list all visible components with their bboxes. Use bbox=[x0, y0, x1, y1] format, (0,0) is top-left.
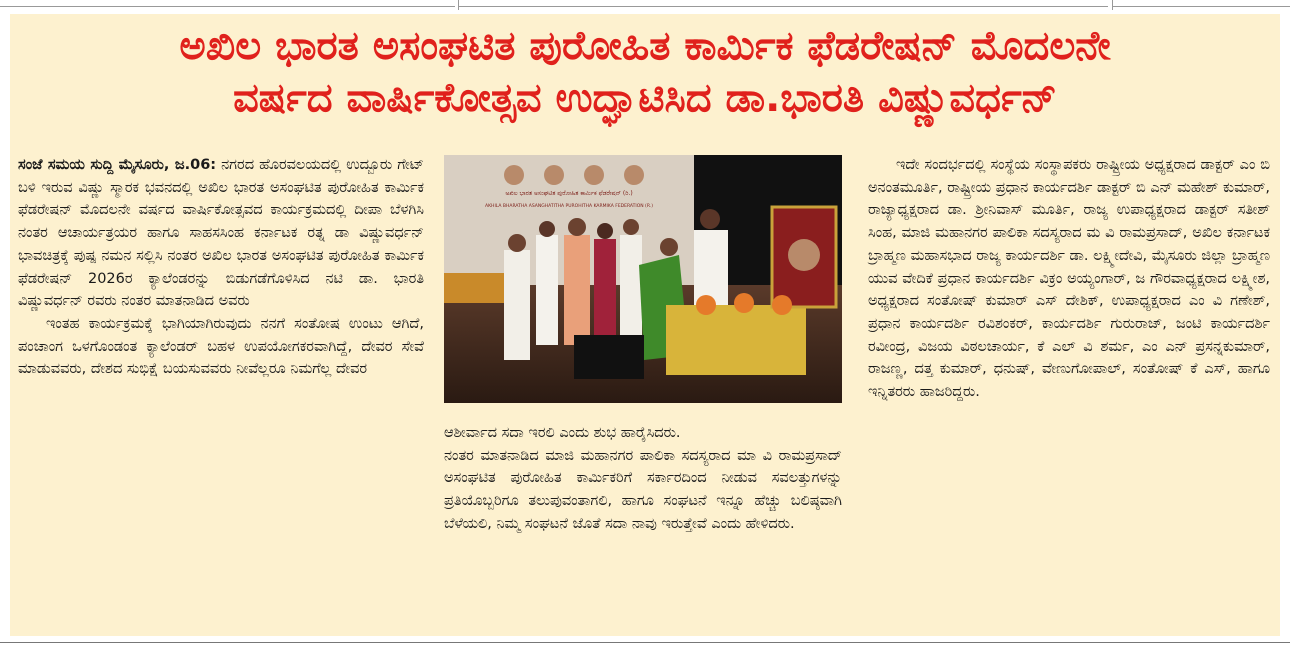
article-column-3 bbox=[868, 154, 1270, 404]
divider bbox=[458, 6, 1108, 7]
paragraph: ಇಂತಹ ಕಾರ್ಯಕ್ರಮಕ್ಕೆ ಭಾಗಿಯಾಗಿರುವುದು ನನಗೆ ಸಂತೋಷ ಉಂಟು ಆಗಿದೆ, ಪಂಚಾಂಗ ಒಳಗೊಂಡಂತ ಕ್ಯಾಲೆಂಡರ್ ಬಹಳ ಉಪಯೋಗಕರವಾಗಿದ್ದೆ, ದೇವರ ಸೇವೆ ಮಾಡುವವರು, ದೇಶದ ಸುಭಿಕ್ಷೆ ಬಯಸುವವರು ನೀವೆಲ್ಲರೂ ನಿಮಗೆಲ್ಲ ದೇವರ bbox=[18, 315, 424, 378]
portrait-face bbox=[788, 239, 820, 271]
divider bbox=[0, 6, 455, 7]
event-photo-illustration bbox=[444, 155, 842, 403]
top-rules bbox=[0, 0, 1290, 12]
divider bbox=[1112, 0, 1113, 10]
divider bbox=[0, 642, 1290, 643]
banner-text: ಅಖಿಲ ಭಾರತ ಅಸಂಘಟಿತ ಪುರೋಹಿತ ಕಾರ್ಮಿಕ ಫೆಡರೇಷನ್ (ರಿ.) bbox=[505, 190, 633, 197]
headline bbox=[10, 20, 1280, 124]
divider bbox=[458, 0, 459, 10]
garland bbox=[696, 295, 716, 315]
banner-portrait bbox=[624, 165, 644, 185]
speaker bbox=[574, 335, 644, 379]
chairs bbox=[444, 273, 506, 303]
event-photo bbox=[444, 155, 842, 403]
paragraph bbox=[18, 154, 424, 313]
dateline: ಸಂಜೆ ಸಮಯ ಸುದ್ದಿ ಮೈಸೂರು, ಜ.06: bbox=[18, 157, 217, 173]
paragraph-text: ನಗರದ ಹೊರವಲಯದಲ್ಲಿ ಉದ್ಬೂರು ಗೇಟ್ ಬಳಿ ಇರುವ ವಿಷ್ಣು ಸ್ಮಾರಕ ಭವನದಲ್ಲಿ ಅಖಿಲ ಭಾರತ ಅಸಂಘಟಿತ ಪುರೋಹಿತ ಕಾರ್ಮಿಕ ಫೆಡರೇಷನ್ ಮೊದಲನೇ ವರ್ಷದ ವಾರ್ಷಿಕೋತ್ಸವದ ಕಾರ್ಯಕ್ರಮದಲ್ಲಿ ದೀಪಾ ಬೆಳಗಿಸಿ ನಂತರ ಆಚಾರ್ಯತ್ರಯರ ಹಾಗೂ ಸಾಹಸಸಿಂಹ ಕರ್ನಾಟಕ ರತ್ನ ಡಾ ವಿಷ್ಣುವರ್ಧನ್ ಭಾವಚಿತ್ರಕ್ಕೆ ಪುಷ್ಪ ನಮನ ಸಲ್ಲಿಸಿ ನಂತರ ಅಖಿಲ ಭಾರತ ಅಸಂಘಟಿತ ಪುರೋಹಿತ ಕಾರ್ಮಿಕ ಫೆಡರೇಷನ್ 2026ರ ಕ್ಯಾಲೆಂಡರನ್ನು ಬಿಡುಗಡೆಗೊಳಿಸಿದ ನಟಿ ಡಾ. ಭಾರತಿ ವಿಷ್ಣುವರ್ಧನ್ ರವರು ನಂತರ ಮಾತನಾಡಿದ ಅವರು bbox=[18, 157, 424, 310]
banner-subtext: AKHILA BHARATHA ASANGHATITHA PUROHITHA KARMIKA FEDERATION (R.) bbox=[485, 204, 653, 209]
headline-line-2: ವರ್ಷದ ವಾರ್ಷಿಕೋತ್ಸವ ಉದ್ಘಾಟಿಸಿದ ಡಾ.ಭಾರತಿ ವಿಷ್ಣುವರ್ಧನ್ bbox=[233, 75, 1057, 121]
banner-portrait bbox=[584, 165, 604, 185]
article-column-1 bbox=[18, 154, 424, 381]
paragraph: ಇದೇ ಸಂದರ್ಭದಲ್ಲಿ ಸಂಸ್ಥೆಯ ಸಂಸ್ಥಾಪಕರು ರಾಷ್ಟ್ರೀಯ ಅಧ್ಯಕ್ಷರಾದ ಡಾಕ್ಟರ್ ಎಂ ಬಿ ಅನಂತಮೂರ್ತಿ, ರಾಷ್ಟ್ರೀಯ ಪ್ರಧಾನ ಕಾರ್ಯದರ್ಶಿ ಡಾಕ್ಟರ್ ಬಿ ಎನ್ ಮಹೇಶ್ ಕುಮಾರ್, ರಾಜ್ಯಾಧ್ಯಕ್ಷರಾದ ಡಾ. ಶ್ರೀನಿವಾಸ್ ಮೂರ್ತಿ, ರಾಜ್ಯ ಉಪಾಧ್ಯಕ್ಷರಾದ ಡಾಕ್ಟರ್ ಸತೀಶ್ ಸಿಂಹ, ಮಾಜಿ ಮಹಾನಗರ ಪಾಲಿಕಾ ಸದಸ್ಯರಾದ ಮ ವಿ ರಾಮಪ್ರಸಾದ್, ಅಖಿಲ ಕರ್ನಾಟಕ ಬ್ರಾಹ್ಮಣ ಮಹಾಸಭಾದ ರಾಜ್ಯ ಕಾರ್ಯದರ್ಶಿ ಡಾ. ಲಕ್ಷ್ಮೀದೇವಿ, ಮೈಸೂರು ಜಿಲ್ಲಾ ಬ್ರಾಹ್ಮಣ ಯುವ ವೇದಿಕೆ ಪ್ರಧಾನ ಕಾರ್ಯದರ್ಶಿ ವಿಕ್ರಂ ಅಯ್ಯಂಗಾರ್, ಜ ಗೌರವಾಧ್ಯಕ್ಷರಾದ ಲಕ್ಷ್ಮೀಶ, ಅಧ್ಯಕ್ಷರಾದ ಸಂತೋಷ್ ಕುಮಾರ್ ಎಸ್ ದೇಶಿಕ್, ಉಪಾಧ್ಯಕ್ಷರಾದ ಎಂ ವಿ ಗಣೇಶ್, ಪ್ರಧಾನ ಕಾರ್ಯದರ್ಶಿ ರವಿಶಂಕರ್, ಕಾರ್ಯದರ್ಶಿ ಗುರುರಾಜ್, ಜಂಟಿ ಕಾರ್ಯದರ್ಶಿ ರವೀಂದ್ರ, ವಿಜಯ ವಿಠಲಚಾರ್ಯ, ಕೆ ಎಲ್ ವಿ ಶರ್ಮ, ಎಂ ಎನ್ ಪ್ರಸನ್ನಕುಮಾರ್, ರಾಜಣ್ಣ, ದತ್ತ ಕುಮಾರ್, ಧನುಷ್, ವೇಣುಗೋಪಾಲ್, ಸಂತೋಷ್ ಕೆ ಎಸ್, ಹಾಗೂ ಇನ್ನಿತರರು ಹಾಜರಿದ್ದರು. bbox=[868, 157, 1270, 401]
decorated-dais bbox=[666, 305, 806, 375]
banner-portrait bbox=[504, 165, 524, 185]
divider bbox=[1112, 6, 1290, 7]
banner-portrait bbox=[544, 165, 564, 185]
bottom-rule bbox=[0, 638, 1290, 648]
news-article bbox=[10, 14, 1280, 636]
garland bbox=[734, 293, 754, 313]
paragraph: ಆಶೀರ್ವಾದ ಸದಾ ಇರಲಿ ಎಂದು ಶುಭ ಹಾರೈಸಿದರು. bbox=[444, 425, 681, 441]
headline-line-1: ಅಖಿಲ ಭಾರತ ಅಸಂಘಟಿತ ಪುರೋಹಿತ ಕಾರ್ಮಿಕ ಫೆಡರೇಷನ್ ಮೊದಲನೇ bbox=[179, 23, 1111, 69]
paragraph: ನಂತರ ಮಾತನಾಡಿದ ಮಾಜಿ ಮಹಾನಗರ ಪಾಲಿಕಾ ಸದಸ್ಯರಾದ ಮಾ ವಿ ರಾಮಪ್ರಸಾದ್ ಅಸಂಘಟಿತ ಪುರೋಹಿತ ಕಾರ್ಮಿಕರಿಗೆ ಸರ್ಕಾರದಿಂದ ನೀಡುವ ಸವಲತ್ತುಗಳನ್ನು ಪ್ರತಿಯೊಬ್ಬರಿಗೂ ತಲುಪುವಂತಾಗಲಿ, ಹಾಗೂ ಸಂಘಟನೆ ಇನ್ನೂ ಹೆಚ್ಚು ಬಲಿಷ್ಠವಾಗಿ ಬೆಳೆಯಲಿ, ನಿಮ್ಮ ಸಂಘಟನೆ ಜೊತೆ ಸದಾ ನಾವು ಇರುತ್ತೇವೆ ಎಂದು ಹೇಳಿದರು. bbox=[444, 447, 842, 532]
garland bbox=[772, 295, 792, 315]
article-column-2 bbox=[444, 422, 842, 536]
